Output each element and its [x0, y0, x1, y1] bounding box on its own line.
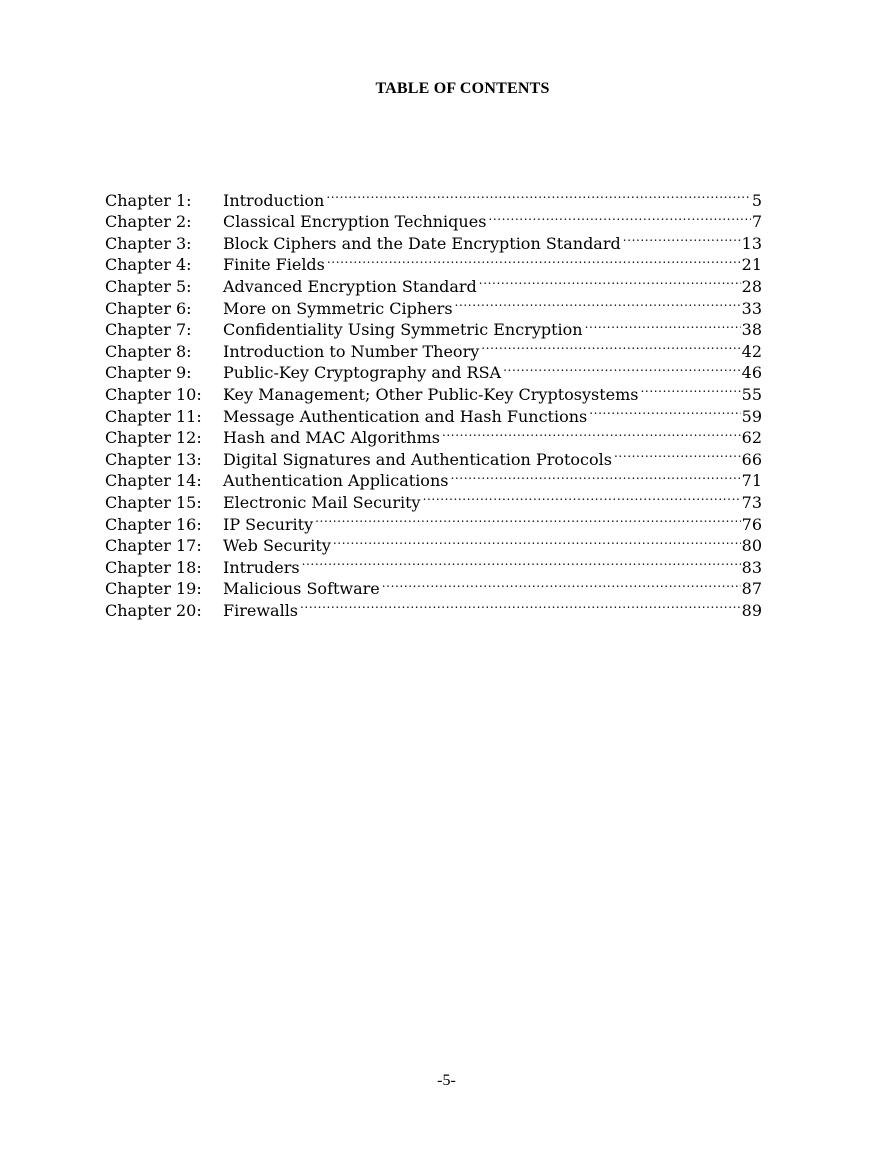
- chapter-page-number: 87: [741, 579, 762, 599]
- page-title: TABLE OF CONTENTS: [375, 80, 550, 97]
- chapter-number: Chapter 2:: [105, 212, 192, 232]
- chapter-page-number: 55: [741, 384, 762, 404]
- chapter-page-number: 62: [741, 428, 762, 448]
- chapter-title: Message Authentication and Hash Functions: [223, 406, 588, 426]
- chapter-page-number: 33: [741, 298, 762, 318]
- dot-leader: [315, 508, 741, 530]
- dot-leader: [479, 270, 741, 292]
- chapter-page-number: 13: [741, 233, 762, 253]
- dot-leader: [488, 206, 750, 228]
- dot-leader: [327, 249, 741, 271]
- chapter-number: Chapter 20:: [105, 600, 202, 620]
- chapter-title: Block Ciphers and the Date Encryption Standard: [223, 233, 621, 253]
- chapter-number: Chapter 15:: [105, 492, 202, 512]
- chapter-number: Chapter 5:: [105, 276, 192, 296]
- dot-leader: [503, 357, 741, 379]
- dot-leader: [423, 486, 741, 508]
- dot-leader: [589, 400, 740, 422]
- chapter-number: Chapter 3:: [105, 233, 192, 253]
- chapter-title: Introduction: [223, 190, 325, 210]
- dot-leader: [382, 573, 741, 595]
- chapter-title: Electronic Mail Security: [223, 492, 421, 512]
- chapter-title: Authentication Applications: [223, 471, 449, 491]
- chapter-page-number: 71: [741, 471, 762, 491]
- dot-leader: [585, 314, 741, 336]
- chapter-page-number: 83: [741, 557, 762, 577]
- chapter-title: Malicious Software: [223, 579, 380, 599]
- chapter-title: Hash and MAC Algorithms: [223, 428, 440, 448]
- chapter-page-number: 5: [751, 190, 762, 210]
- chapter-page-number: 66: [741, 449, 762, 469]
- chapter-number: Chapter 18:: [105, 557, 202, 577]
- chapter-title: Key Management; Other Public-Key Cryptosystems: [223, 384, 639, 404]
- chapter-title: Introduction to Number Theory: [223, 341, 480, 361]
- chapter-title: More on Symmetric Ciphers: [223, 298, 453, 318]
- dot-leader: [300, 594, 741, 616]
- chapter-page-number: 21: [741, 255, 762, 275]
- chapter-number: Chapter 11:: [105, 406, 202, 426]
- dot-leader: [481, 335, 740, 357]
- chapter-page-number: 80: [741, 536, 762, 556]
- chapter-title: Firewalls: [223, 600, 299, 620]
- chapter-number: Chapter 8:: [105, 341, 192, 361]
- dot-leader: [326, 184, 750, 206]
- chapter-number: Chapter 19:: [105, 579, 202, 599]
- chapter-number: Chapter 12:: [105, 428, 202, 448]
- page-number: -5-: [437, 1072, 456, 1089]
- chapter-title: Finite Fields: [223, 255, 325, 275]
- chapter-title: Confidentiality Using Symmetric Encryption: [223, 320, 583, 340]
- dot-leader: [455, 292, 741, 314]
- chapter-page-number: 46: [741, 363, 762, 383]
- chapter-title: Intruders: [223, 557, 300, 577]
- chapter-number: Chapter 4:: [105, 255, 192, 275]
- chapter-number: Chapter 10:: [105, 384, 202, 404]
- chapter-number: Chapter 14:: [105, 471, 202, 491]
- chapter-title: Digital Signatures and Authentication Protocols: [223, 449, 612, 469]
- toc-entry: [105, 184, 762, 210]
- chapter-page-number: 76: [741, 514, 762, 534]
- chapter-number: Chapter 6:: [105, 298, 192, 318]
- chapter-number: Chapter 7:: [105, 320, 192, 340]
- table-of-contents: [105, 184, 762, 620]
- chapter-page-number: 7: [751, 212, 762, 232]
- chapter-title: Classical Encryption Techniques: [223, 212, 487, 232]
- chapter-number: Chapter 9:: [105, 363, 192, 383]
- chapter-title: Web Security: [223, 536, 331, 556]
- chapter-number: Chapter 1:: [105, 190, 192, 210]
- dot-leader: [614, 443, 741, 465]
- chapter-title: Advanced Encryption Standard: [223, 276, 477, 296]
- chapter-title: IP Security: [223, 514, 314, 534]
- dot-leader: [442, 422, 741, 444]
- chapter-page-number: 89: [741, 600, 762, 620]
- chapter-title: Public-Key Cryptography and RSA: [223, 363, 502, 383]
- chapter-page-number: 42: [741, 341, 762, 361]
- dot-leader: [450, 465, 740, 487]
- chapter-page-number: 59: [741, 406, 762, 426]
- chapter-number: Chapter 13:: [105, 449, 202, 469]
- chapter-page-number: 73: [741, 492, 762, 512]
- dot-leader: [641, 378, 741, 400]
- dot-leader: [333, 530, 741, 552]
- dot-leader: [302, 551, 741, 573]
- chapter-number: Chapter 16:: [105, 514, 202, 534]
- chapter-page-number: 38: [741, 320, 762, 340]
- chapter-page-number: 28: [741, 276, 762, 296]
- dot-leader: [623, 227, 741, 249]
- chapter-number: Chapter 17:: [105, 536, 202, 556]
